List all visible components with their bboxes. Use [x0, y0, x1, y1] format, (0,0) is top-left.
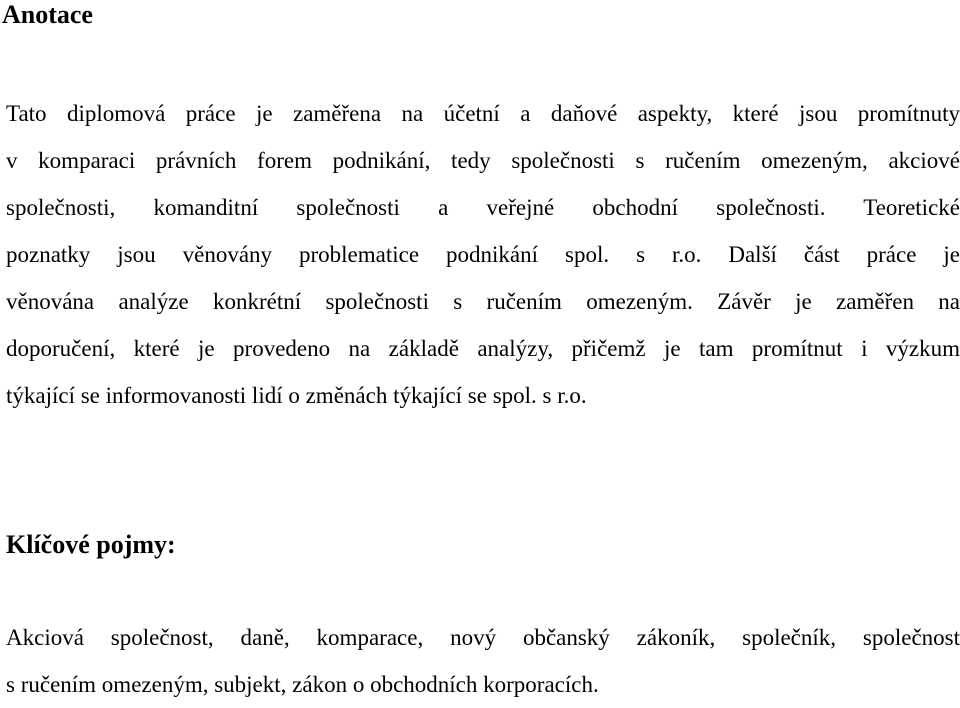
- keywords-line: Akciová společnost, daně, komparace, nový občanský zákoník, společník, společnost: [6, 625, 960, 650]
- abstract-line: doporučení, které je provedeno na základě analýzy, přičemž je tam promítnut i výzkum: [6, 336, 960, 361]
- abstract-line: věnována analýze konkrétní společnosti s ručením omezeným. Závěr je zaměřen na: [6, 289, 960, 314]
- abstract-line: v komparaci právních forem podnikání, tedy společnosti s ručením omezeným, akciové: [6, 148, 960, 173]
- keywords-line: s ručením omezeným, subjekt, zákon o obchodních korporacích.: [6, 672, 599, 697]
- keywords-paragraph: [6, 614, 960, 708]
- abstract-line: Tato diplomová práce je zaměřena na účetní a daňové aspekty, které jsou promítnuty: [6, 101, 960, 126]
- abstract-line: týkající se informovanosti lidí o změnách týkající se spol. s r.o.: [6, 383, 587, 408]
- abstract-paragraph: [6, 90, 960, 419]
- abstract-line: poznatky jsou věnovány problematice podnikání spol. s r.o. Další část práce je: [6, 242, 960, 267]
- annotation-heading: Anotace: [2, 0, 93, 29]
- abstract-line: společnosti, komanditní společnosti a veřejné obchodní společnosti. Teoretické: [6, 195, 960, 220]
- keywords-heading: Klíčové pojmy:: [6, 530, 176, 559]
